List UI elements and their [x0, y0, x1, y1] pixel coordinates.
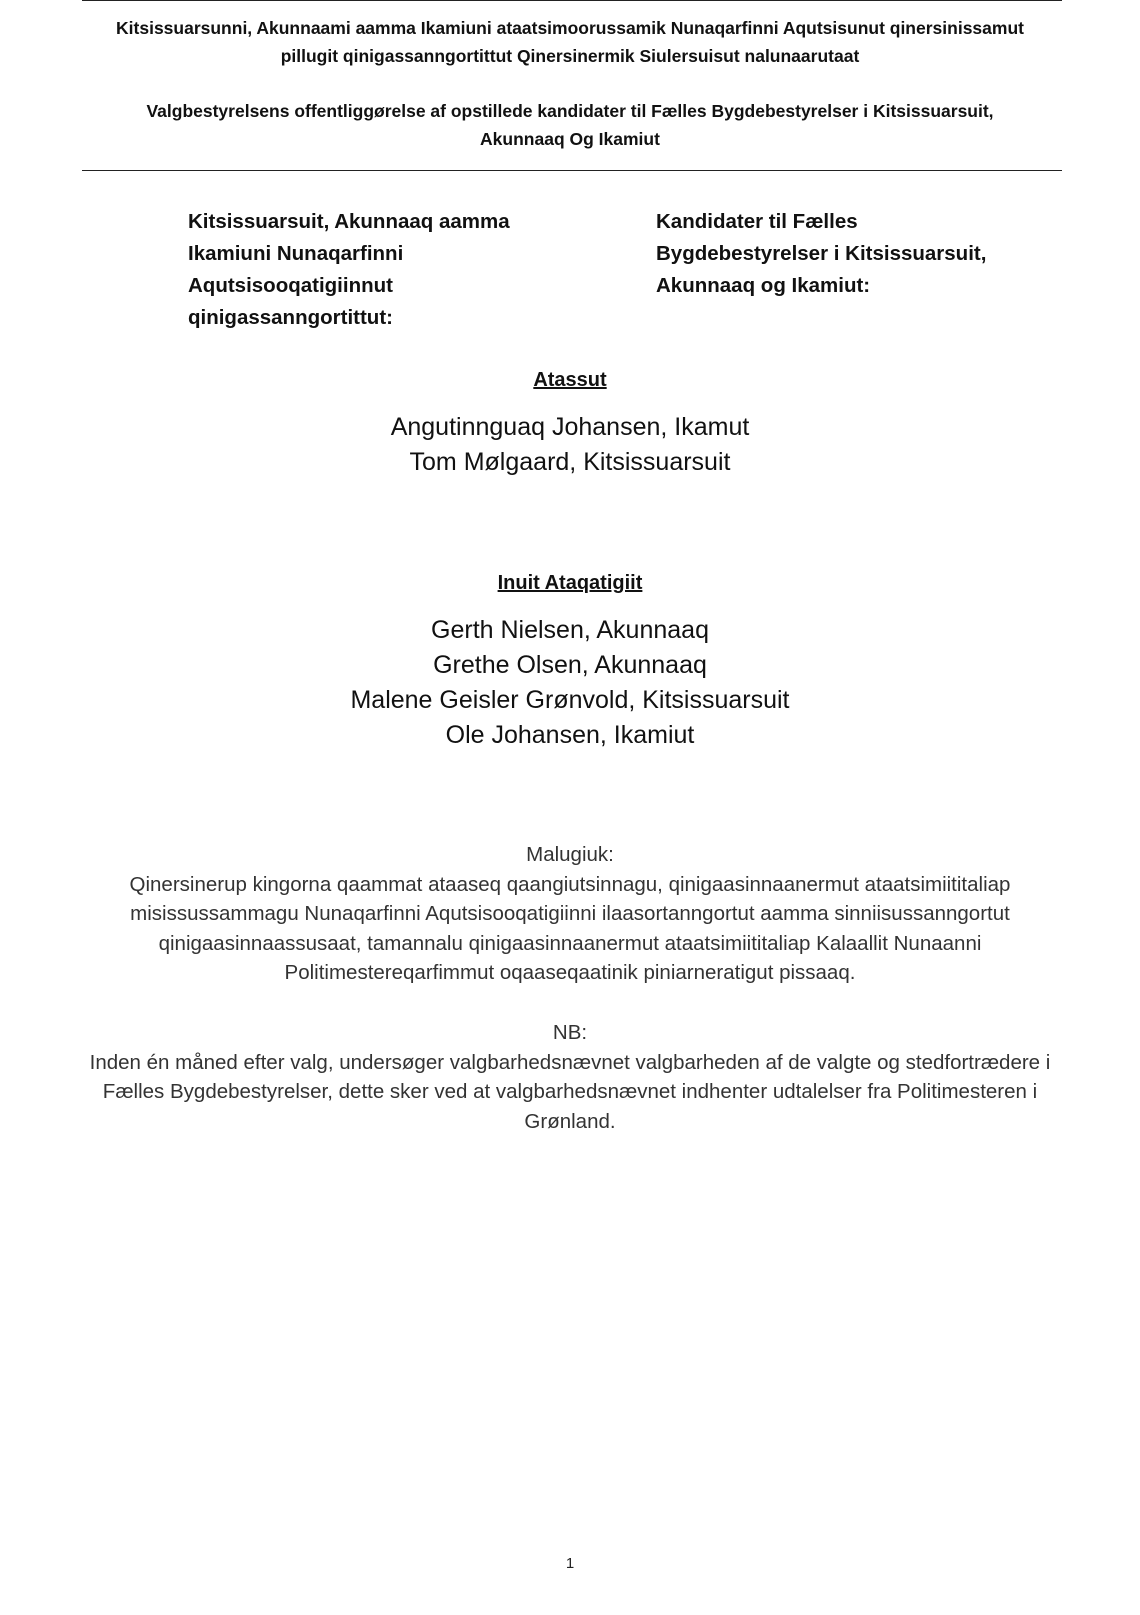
party-section-inuit-ataqatigiit	[0, 569, 1140, 753]
note-da-line-2: Fælles Bygdebestyrelser, dette sker ved at valgbarhedsnævnet indhenter udtalelser fra Politimesteren i	[102, 1080, 1038, 1103]
note-kl-title: Malugiuk:	[526, 843, 614, 866]
right-heading-line-1: Kandidater til Fælles	[656, 210, 858, 233]
right-heading-line-2: Bygdebestyrelser i Kitsissuarsuit,	[656, 242, 987, 265]
party-section-atassut	[0, 366, 1140, 480]
candidate-name: Gerth Nielsen, Akunnaaq	[431, 616, 709, 644]
note-kl-line-1: Qinersinerup kingorna qaammat ataaseq qaangiutsinnagu, qinigaasinnaanermut ataatsimiititaliap	[129, 872, 1011, 896]
candidate-name: Grethe Olsen, Akunnaaq	[433, 651, 707, 679]
party-name: Inuit Ataqatigiit	[497, 572, 643, 594]
note-kl-line-3: qinigaasinnaassusaat, tamannalu qinigaasinnaanermut ataatsimiititaliap Kalaallit Nunaanni	[158, 931, 982, 955]
candidates-heading-danish	[656, 206, 1056, 302]
right-heading-line-3: Akunnaaq og Ikamiut:	[656, 274, 871, 297]
left-heading-line-2: Ikamiuni Nunaqarfinni	[188, 242, 404, 265]
left-heading-line-4: qinigassanngortittut:	[188, 306, 393, 329]
left-heading-line-3: Aqutsisooqatigiinnut	[188, 274, 393, 297]
candidate-name: Angutinnguaq Johansen, Ikamut	[390, 413, 750, 441]
note-kl-line-4: Politimestereqarfimmut oqaaseqaatinik piniarneratigut pissaaq.	[284, 961, 856, 984]
header-danish	[60, 97, 1080, 153]
page-number: 1	[565, 1555, 575, 1572]
header-kl-line-2: pillugit qinigassanngortittut Qinersinermik Siulersuisut nalunaarutaat	[280, 46, 860, 66]
top-divider	[82, 0, 1062, 1]
note-da-line-1: Inden én måned efter valg, undersøger valgbarhedsnævnet valgbarheden af de valgte og stedfortrædere i	[89, 1050, 1051, 1074]
candidate-name: Ole Johansen, Ikamiut	[445, 721, 695, 749]
note-da-title: NB:	[552, 1021, 588, 1044]
note-greenlandic	[30, 840, 1110, 988]
party-name: Atassut	[533, 369, 607, 391]
candidate-name: Malene Geisler Grønvold, Kitsissuarsuit	[350, 686, 790, 714]
left-heading-line-1: Kitsissuarsuit, Akunnaaq aamma	[188, 210, 510, 233]
note-da-line-3: Grønland.	[524, 1109, 616, 1133]
candidate-name: Tom Mølgaard, Kitsissuarsuit	[409, 448, 731, 476]
header-divider	[82, 170, 1062, 171]
candidates-heading-greenlandic	[188, 206, 568, 334]
header-da-line-2: Akunnaaq Og Ikamiut	[480, 129, 660, 149]
header-kl-line-1: Kitsissuarsunni, Akunnaami aamma Ikamiuni ataatsimoorussamik Nunaqarfinni Aqutsisunut qinersinissamut	[116, 18, 1024, 38]
header-da-line-1: Valgbestyrelsens offentliggørelse af opstillede kandidater til Fælles Bygdebestyrelser i Kitsissuarsuit,	[146, 101, 994, 121]
note-danish	[30, 1018, 1110, 1136]
note-kl-line-2: misissussammagu Nunaqarfinni Aqutsisooqatigiinni ilaasortanngortut aamma sinniisussanngortut	[130, 902, 1010, 925]
header-greenlandic	[60, 14, 1080, 70]
